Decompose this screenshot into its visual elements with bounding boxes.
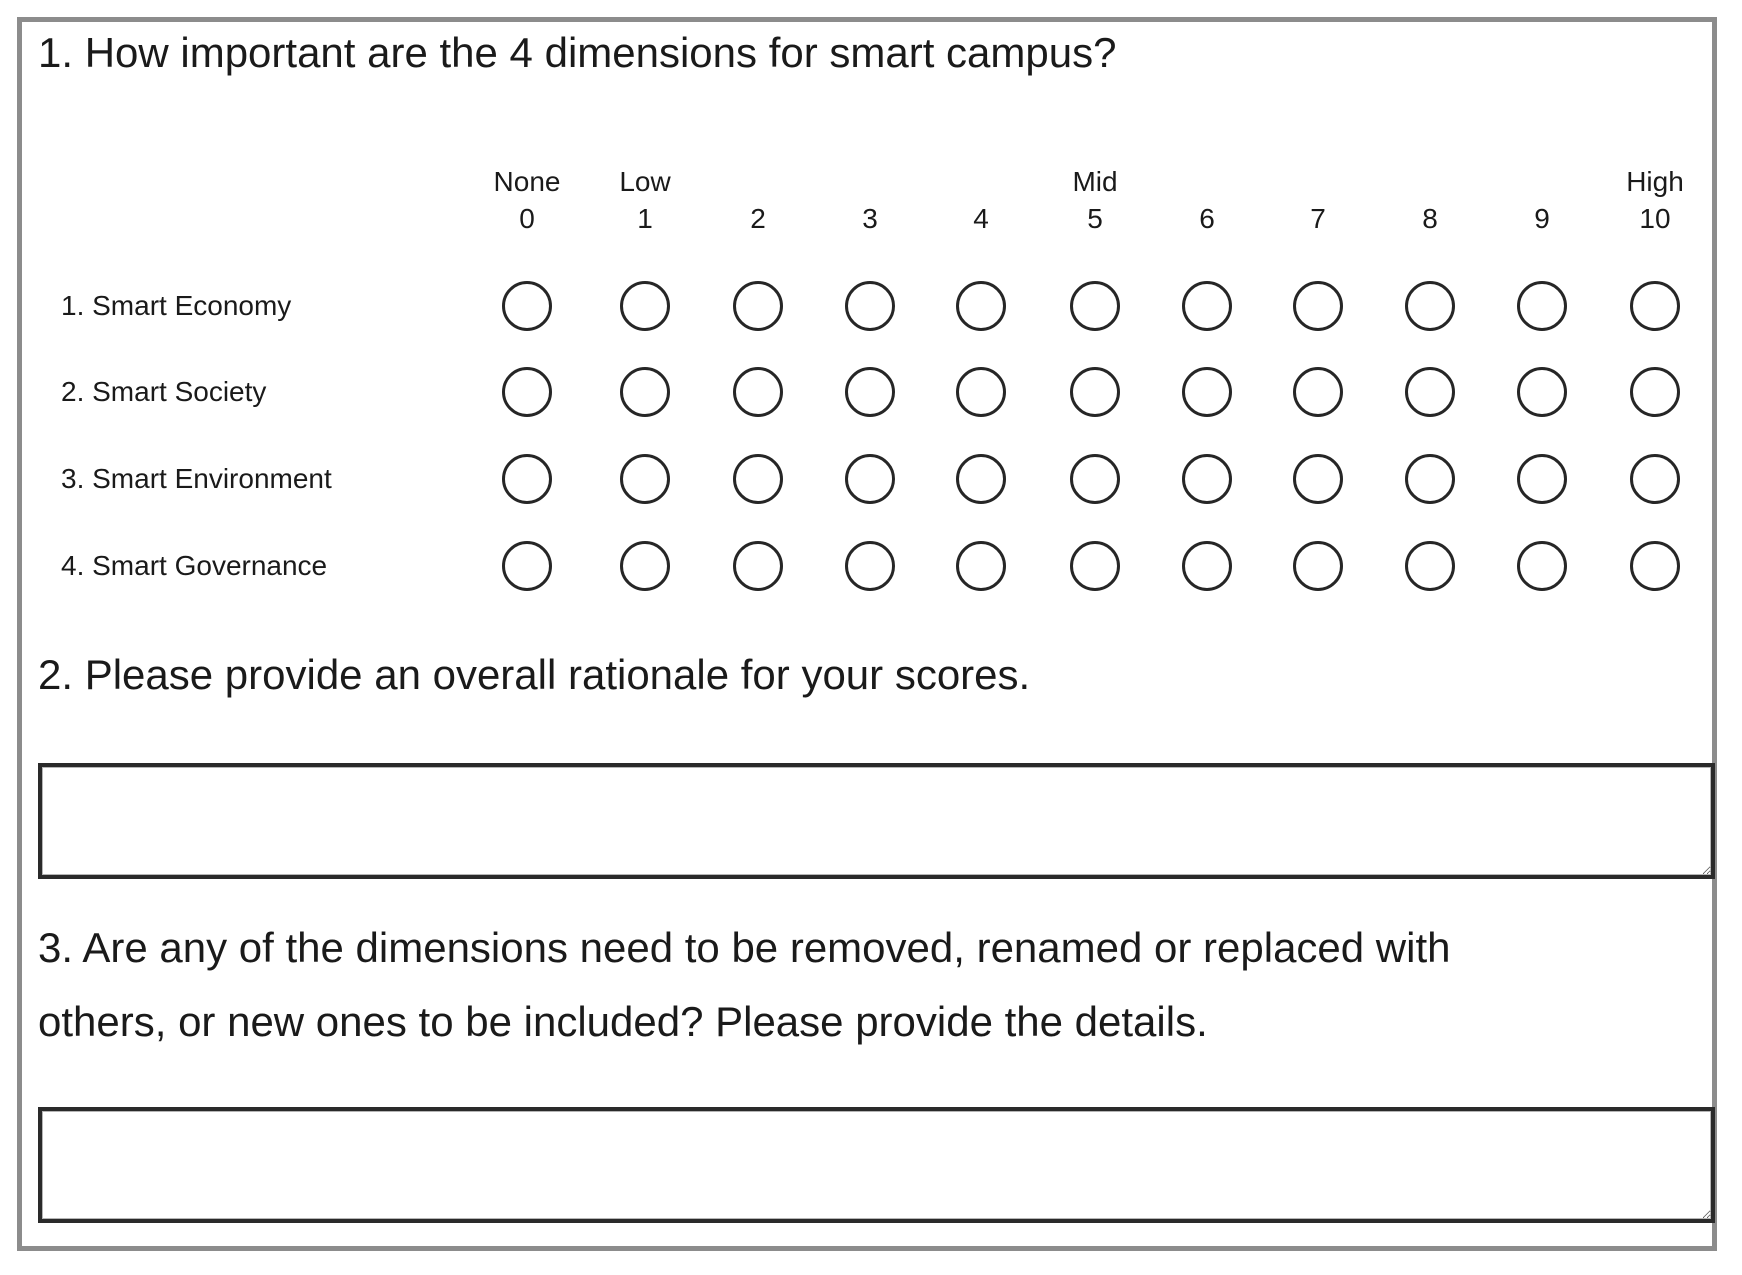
scale-value-0: 0 bbox=[519, 203, 535, 234]
scale-value-10: 10 bbox=[1639, 203, 1671, 234]
rating-radio-row4-3[interactable] bbox=[845, 541, 895, 591]
scale-header-5 bbox=[1040, 163, 1150, 237]
rating-radio-row2-7[interactable] bbox=[1293, 367, 1343, 417]
scale-header-0 bbox=[472, 163, 582, 237]
rating-radio-row2-4[interactable] bbox=[956, 367, 1006, 417]
rating-radio-row4-10[interactable] bbox=[1630, 541, 1680, 591]
rating-radio-row2-5[interactable] bbox=[1070, 367, 1120, 417]
rating-radio-row1-6[interactable] bbox=[1182, 281, 1232, 331]
question-3-title-line-1: 3. Are any of the dimensions need to be removed, renamed or replaced with bbox=[38, 924, 1451, 971]
scale-label-5: Mid bbox=[1072, 166, 1118, 197]
rating-radio-row1-9[interactable] bbox=[1517, 281, 1567, 331]
rating-radio-row1-7[interactable] bbox=[1293, 281, 1343, 331]
rating-radio-row4-4[interactable] bbox=[956, 541, 1006, 591]
rating-radio-row2-9[interactable] bbox=[1517, 367, 1567, 417]
scale-value-1: 1 bbox=[637, 203, 653, 234]
scale-label-1: Low bbox=[619, 166, 671, 197]
rating-radio-row3-3[interactable] bbox=[845, 454, 895, 504]
scale-value-4: 4 bbox=[973, 203, 989, 234]
rating-radio-row3-10[interactable] bbox=[1630, 454, 1680, 504]
rating-radio-row1-5[interactable] bbox=[1070, 281, 1120, 331]
scale-label-3 bbox=[815, 163, 925, 200]
rating-radio-row3-7[interactable] bbox=[1293, 454, 1343, 504]
scale-header-1 bbox=[590, 163, 700, 237]
rating-radio-row2-8[interactable] bbox=[1405, 367, 1455, 417]
scale-label-7 bbox=[1263, 163, 1373, 200]
rating-radio-row4-1[interactable] bbox=[620, 541, 670, 591]
question-1-title: 1. How important are the 4 dimensions for smart campus? bbox=[38, 29, 1117, 76]
rating-radio-row3-9[interactable] bbox=[1517, 454, 1567, 504]
scale-header-6 bbox=[1152, 163, 1262, 237]
rating-radio-row2-1[interactable] bbox=[620, 367, 670, 417]
rating-radio-row2-0[interactable] bbox=[502, 367, 552, 417]
scale-value-2: 2 bbox=[750, 203, 766, 234]
scale-header-7 bbox=[1263, 163, 1373, 237]
scale-header-2 bbox=[703, 163, 813, 237]
dimension-label: 1. Smart Economy bbox=[61, 290, 292, 321]
details-input[interactable] bbox=[38, 1107, 1715, 1223]
rating-radio-row3-2[interactable] bbox=[733, 454, 783, 504]
rating-radio-row4-0[interactable] bbox=[502, 541, 552, 591]
rating-radio-row2-3[interactable] bbox=[845, 367, 895, 417]
rating-radio-row3-6[interactable] bbox=[1182, 454, 1232, 504]
scale-label-0: None bbox=[493, 166, 561, 197]
rating-radio-row1-3[interactable] bbox=[845, 281, 895, 331]
scale-value-5: 5 bbox=[1087, 203, 1103, 234]
dimension-label: 4. Smart Governance bbox=[61, 550, 328, 581]
scale-value-3: 3 bbox=[862, 203, 878, 234]
rating-radio-row1-2[interactable] bbox=[733, 281, 783, 331]
scale-header-8 bbox=[1375, 163, 1485, 237]
rating-radio-row3-1[interactable] bbox=[620, 454, 670, 504]
scale-value-9: 9 bbox=[1534, 203, 1550, 234]
question-3-title bbox=[38, 911, 1451, 1059]
rating-radio-row1-8[interactable] bbox=[1405, 281, 1455, 331]
scale-header-4 bbox=[926, 163, 1036, 237]
rating-radio-row1-4[interactable] bbox=[956, 281, 1006, 331]
rating-radio-row4-6[interactable] bbox=[1182, 541, 1232, 591]
scale-label-6 bbox=[1152, 163, 1262, 200]
rating-radio-row2-6[interactable] bbox=[1182, 367, 1232, 417]
scale-label-10: High bbox=[1626, 166, 1684, 197]
rating-radio-row4-8[interactable] bbox=[1405, 541, 1455, 591]
dimension-label: 2. Smart Society bbox=[61, 376, 267, 407]
scale-label-8 bbox=[1375, 163, 1485, 200]
rating-radio-row3-4[interactable] bbox=[956, 454, 1006, 504]
rating-radio-row4-5[interactable] bbox=[1070, 541, 1120, 591]
question-3-title-line-2: others, or new ones to be included? Please provide the details. bbox=[38, 998, 1208, 1045]
rating-radio-row1-1[interactable] bbox=[620, 281, 670, 331]
scale-label-4 bbox=[926, 163, 1036, 200]
rating-radio-row4-9[interactable] bbox=[1517, 541, 1567, 591]
rating-radio-row2-2[interactable] bbox=[733, 367, 783, 417]
rating-radio-row1-0[interactable] bbox=[502, 281, 552, 331]
rating-radio-row4-7[interactable] bbox=[1293, 541, 1343, 591]
rating-radio-row4-2[interactable] bbox=[733, 541, 783, 591]
scale-label-2 bbox=[703, 163, 813, 200]
scale-value-7: 7 bbox=[1310, 203, 1326, 234]
scale-header-3 bbox=[815, 163, 925, 237]
scale-value-8: 8 bbox=[1422, 203, 1438, 234]
rationale-input[interactable] bbox=[38, 763, 1715, 879]
rating-radio-row3-8[interactable] bbox=[1405, 454, 1455, 504]
scale-header-10 bbox=[1600, 163, 1710, 237]
rating-radio-row1-10[interactable] bbox=[1630, 281, 1680, 331]
dimension-label: 3. Smart Environment bbox=[61, 463, 332, 494]
scale-value-6: 6 bbox=[1199, 203, 1215, 234]
rating-radio-row2-10[interactable] bbox=[1630, 367, 1680, 417]
scale-label-9 bbox=[1487, 163, 1597, 200]
scale-header-9 bbox=[1487, 163, 1597, 237]
question-2-title: 2. Please provide an overall rationale for your scores. bbox=[38, 651, 1031, 698]
rating-radio-row3-0[interactable] bbox=[502, 454, 552, 504]
rating-radio-row3-5[interactable] bbox=[1070, 454, 1120, 504]
